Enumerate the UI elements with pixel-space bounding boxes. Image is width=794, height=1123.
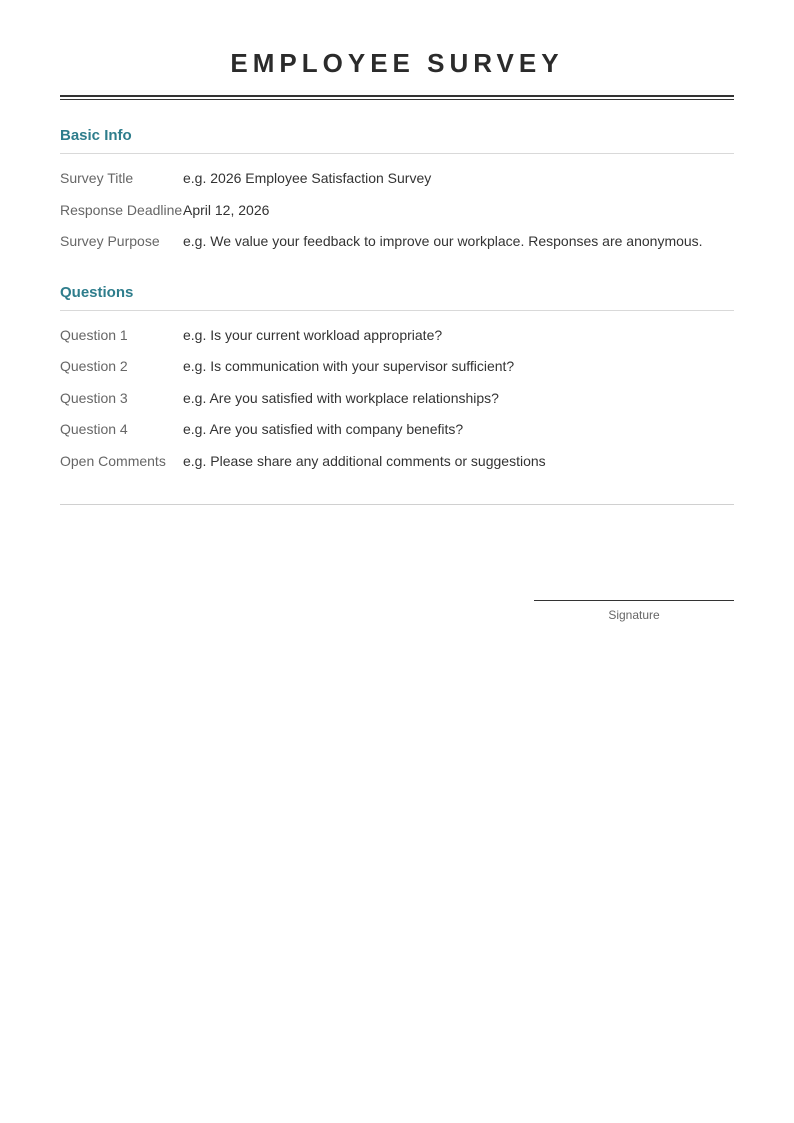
field-value[interactable]: April 12, 2026 [183, 201, 270, 218]
field-value[interactable]: e.g. 2026 Employee Satisfaction Survey [183, 170, 432, 186]
page-title: EMPLOYEE SURVEY [230, 48, 564, 78]
field-label: Question 1 [60, 326, 128, 343]
survey-title-field[interactable] [60, 168, 734, 200]
open-comments-field[interactable] [60, 451, 734, 483]
questions-divider [60, 310, 734, 311]
question-4-field[interactable] [60, 419, 734, 451]
field-value[interactable]: e.g. Are you satisfied with workplace relationships? [183, 389, 499, 406]
survey-purpose-field[interactable] [60, 231, 734, 263]
field-label: Question 2 [60, 358, 128, 374]
field-value[interactable]: e.g. Are you satisfied with company benefits? [183, 421, 464, 437]
field-value[interactable]: e.g. Is your current workload appropriate? [183, 326, 443, 343]
field-label: Question 4 [60, 421, 128, 437]
title-double-rule [60, 95, 734, 100]
basic-info-fields [60, 168, 734, 263]
survey-document [60, 0, 734, 482]
footer-divider [60, 504, 734, 505]
signature-label: Signature [608, 608, 660, 622]
question-2-field[interactable] [60, 356, 734, 388]
field-value[interactable]: e.g. We value your feedback to improve our workplace. Responses are anonymous. [183, 233, 703, 249]
signature-line[interactable] [534, 600, 734, 601]
question-3-field[interactable] [60, 388, 734, 420]
basic-info-section [60, 126, 734, 263]
basic-info-heading: Basic Info [60, 127, 132, 144]
question-1-field[interactable] [60, 325, 734, 357]
questions-fields [60, 325, 734, 483]
basic-info-divider [60, 153, 734, 154]
field-label: Survey Title [60, 170, 134, 186]
field-value[interactable]: e.g. Please share any additional comments or suggestions [183, 452, 546, 469]
field-label: Open Comments [60, 452, 166, 469]
field-label: Response Deadline [60, 201, 183, 218]
questions-section [60, 283, 734, 483]
field-value[interactable]: e.g. Is communication with your supervisor sufficient? [183, 358, 515, 374]
questions-heading: Questions [60, 283, 134, 301]
field-label: Survey Purpose [60, 233, 160, 249]
response-deadline-field[interactable] [60, 200, 734, 232]
field-label: Question 3 [60, 389, 128, 406]
